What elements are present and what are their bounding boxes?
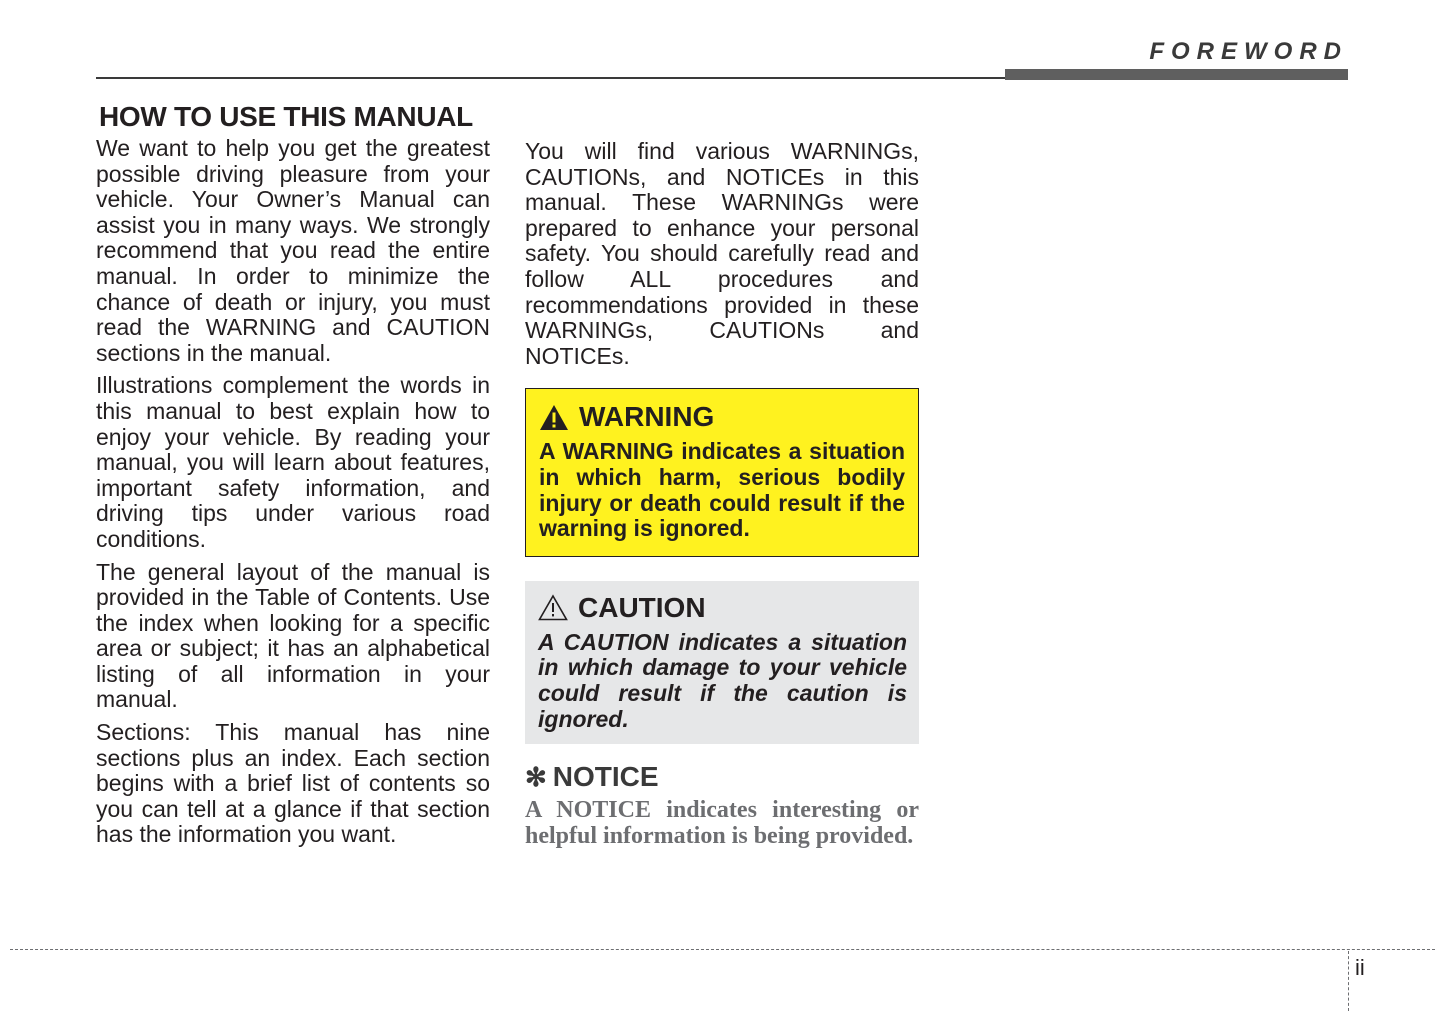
page-number: ii <box>1355 955 1365 980</box>
body-paragraph: The general layout of the manual is provided in the Table of Contents. Use the index when looking for a specific area or subject; it has an alphabetical listing of all information in your manual. <box>96 558 490 713</box>
caution-heading-label: CAUTION <box>578 591 706 623</box>
footer-dashed-rule <box>10 949 1435 950</box>
intro-paragraph: You will find various WARNINGs, CAUTIONs, and NOTICEs in this manual. These WARNINGs were prepared to enhance your personal safety. You should carefully read and follow ALL procedures and recommendations provided in these WARNINGs, CAUTIONs and NOTICEs. <box>525 138 919 369</box>
header-rule <box>96 77 1006 79</box>
body-paragraph: We want to help you get the greatest possible driving pleasure from your vehicle. Your Owner’s Manual can assist you in many ways. We strongly recommend that you read the entire manual. In order to minimize the chance of death or injury, you must read the WARNING and CAUTION sections in the manual. <box>96 135 490 366</box>
header-rule-accent <box>1005 69 1348 80</box>
notice-text: A NOTICE indicates interesting or helpful information is being provided. <box>525 797 919 849</box>
caution-box <box>525 581 919 744</box>
warning-text: A WARNING indicates a situation in which harm, serious bodily injury or death could result if the warning is ignored. <box>539 438 905 542</box>
caution-heading <box>538 590 907 626</box>
warning-triangle-icon <box>539 403 569 431</box>
right-column <box>525 139 919 849</box>
body-paragraph: Illustrations complement the words in this manual to best explain how to enjoy your vehicle. By reading your manual, you will learn about features, important safety information, and driving tips under various road conditions. <box>96 372 490 552</box>
section-title: HOW TO USE THIS MANUAL <box>99 101 473 132</box>
notice-heading-label: NOTICE <box>552 761 659 793</box>
section-header-label: FOREWORD <box>1149 38 1348 65</box>
left-column <box>96 98 490 855</box>
caution-text: A CAUTION indicates a situation in which damage to your vehicle could result if the caution is ignored. <box>538 628 907 732</box>
caution-triangle-icon <box>538 594 568 622</box>
footer-dashed-divider <box>1348 951 1349 1011</box>
warning-heading-label: WARNING <box>579 401 715 433</box>
asterisk-icon: ✻ <box>525 762 547 793</box>
warning-box <box>525 388 919 556</box>
body-paragraph: Sections: This manual has nine sections plus an index. Each section begins with a brief list of contents so you can tell at a glance if that section has the information you want. <box>96 719 490 848</box>
warning-heading <box>539 399 905 435</box>
notice-heading <box>525 760 919 794</box>
